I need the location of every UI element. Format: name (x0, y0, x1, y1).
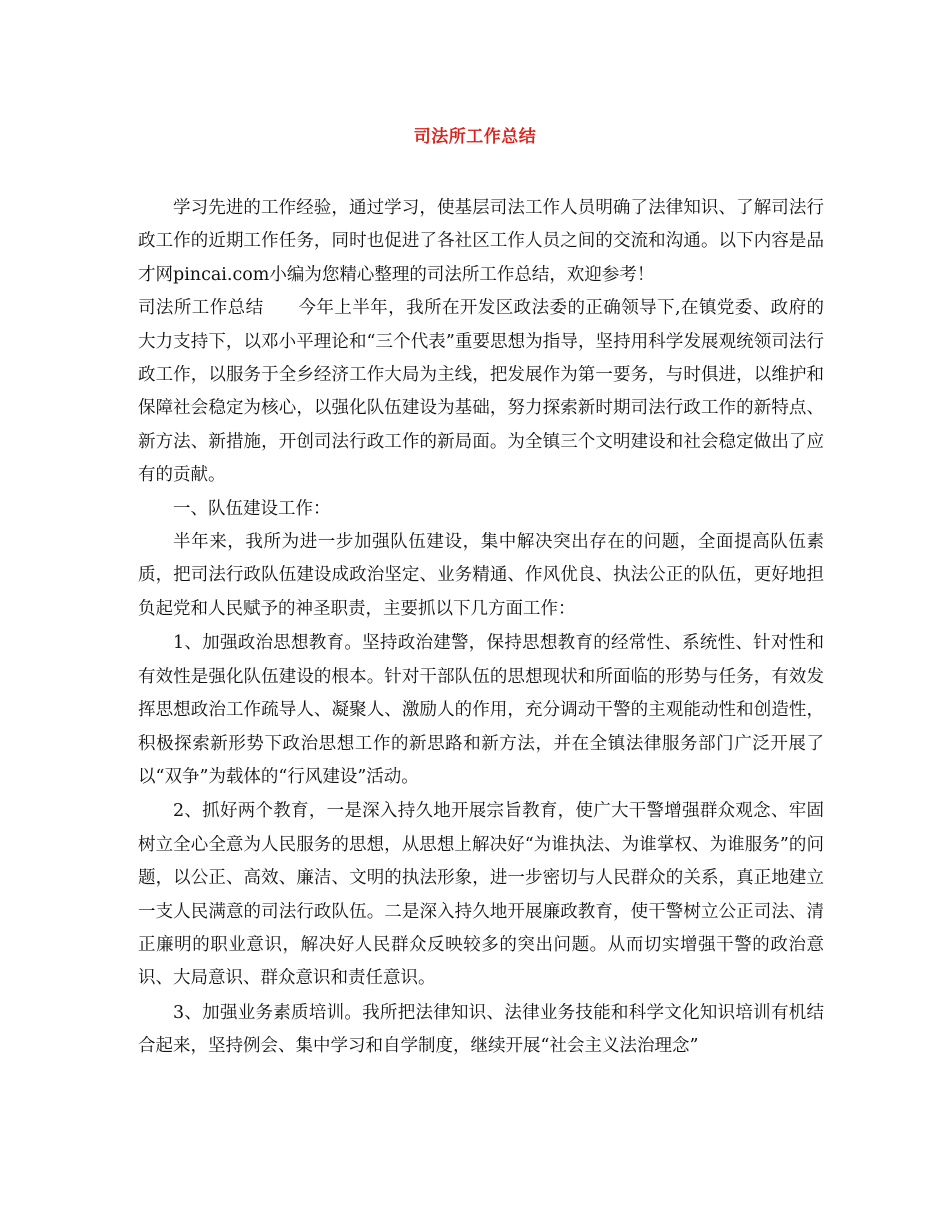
document-body (138, 192, 824, 1064)
item-paragraph-3: 3、加强业务素质培训。我所把法律知识、法律业务技能和科学文化知识培训有机结合起来，坚持例会、集中学习和自学制度，继续开展“社会主义法治理念” (138, 1002, 824, 1057)
section-intro-paragraph: 半年来，我所为进一步加强队伍建设，集中解决突出存在的问题，全面提高队伍素质，把司法行政队伍建设成政治坚定、业务精通、作风优良、执法公正的队伍，更好地担负起党和人民赋予的神圣职责，主要抓以下几方面工作： (138, 532, 824, 619)
document-title: 司法所工作总结 (413, 127, 537, 147)
section-heading-team-building: 一、队伍建设工作： (173, 498, 331, 519)
overview-text: 今年上半年，我所在开发区政法委的正确领导下,在镇党委、政府的大力支持下，以邓小平理论和“三个代表”重要思想为指导，坚持用科学发展观统领司法行政工作，以服务于全乡经济工作大局为主线，把发展作为第一要务，与时俱进，以维护和保障社会稳定为核心，以强化队伍建设为基础，努力探索新时期司法行政工作的新特点、新方法、新措施，开创司法行政工作的新局面。为全镇三个文明建设和社会稳定做出了应有的贡献。 (138, 298, 825, 486)
overview-paragraph (138, 292, 824, 492)
inline-heading: 司法所工作总结 (138, 298, 264, 319)
intro-paragraph: 学习先进的工作经验，通过学习，使基层司法工作人员明确了法律知识、了解司法行政工作的近期工作任务，同时也促进了各社区工作人员之间的交流和沟通。以下内容是品才网pincai.com小编为您精心整理的司法所工作总结，欢迎参考！ (138, 198, 824, 285)
item-paragraph-1: 1、加强政治思想教育。坚持政治建警，保持思想教育的经常性、系统性、针对性和有效性是强化队伍建设的根本。针对干部队伍的思想现状和所面临的形势与任务，有效发挥思想政治工作疏导人、凝聚人、激励人的作用，充分调动干警的主观能动性和创造性，积极探索新形势下政治思想工作的新思路和新方法，并在全镇法律服务部门广泛开展了以“双争”为载体的“行风建设”活动。 (138, 633, 824, 787)
item-paragraph-2: 2、抓好两个教育，一是深入持久地开展宗旨教育，使广大干警增强群众观念、牢固树立全心全意为人民服务的思想，从思想上解决好“为谁执法、为谁掌权、为谁服务”的问题，以公正、高效、廉洁、文明的执法形象，进一步密切与人民群众的关系，真正地建立一支人民满意的司法行政队伍。二是深入持久地开展廉政教育，使干警树立公正司法、清正廉明的职业意识，解决好人民群众反映较多的突出问题。从而切实增强干警的政治意识、大局意识、群众意识和责任意识。 (138, 801, 824, 989)
